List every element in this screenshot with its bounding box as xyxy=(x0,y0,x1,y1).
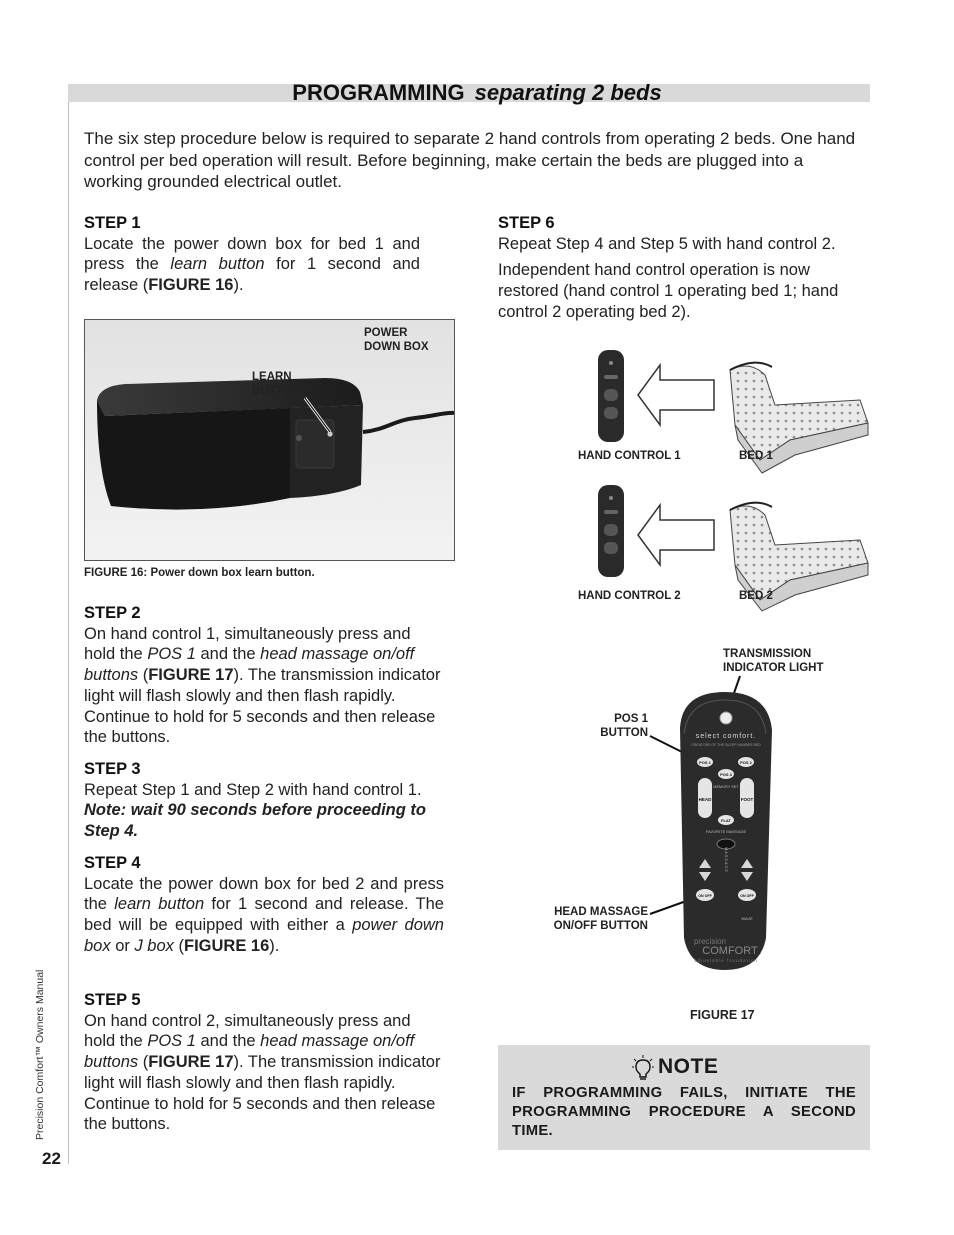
step-4-text: Locate the power down box for bed 2 and press the learn button for 1 second and release. The bed will be equipped with either a power down box or J box (FIGURE 16). xyxy=(84,874,444,955)
svg-text:ON OFF: ON OFF xyxy=(698,894,712,898)
remote-comfort-text: COMFORT xyxy=(702,945,758,957)
note-text: IF PROGRAMMING FAILS, INITIATE THE PROGRAMMING PROCEDURE A SECOND TIME. xyxy=(512,1085,856,1139)
remote-tagline-text: CREATORS OF THE SLEEP NUMBER BED xyxy=(691,743,761,747)
hand-control-1-icon xyxy=(598,350,624,442)
title-subtitle: separating 2 beds xyxy=(474,80,662,105)
step-3-text: Repeat Step 1 and Step 2 with hand control 1. xyxy=(84,780,422,799)
step-1-heading: STEP 1 xyxy=(84,214,141,232)
step-6-text-2: Independent hand control operation is now restored (hand control 1 operating bed 1; hand control 2 operating bed 2). xyxy=(498,261,839,321)
step-3-note: Note: wait 90 seconds before proceeding to Step 4. xyxy=(84,801,426,841)
arrow-icon-2 xyxy=(638,505,714,565)
step-5-text: On hand control 2, simultaneously press and hold the POS 1 and the head massage on/off buttons (FIGURE 17). The transmission indicator light will flash slowly and then flash rapidly. Continue to hold for 5 seconds and then release the buttons. xyxy=(84,1011,441,1134)
step-5 xyxy=(84,990,444,1135)
step-1 xyxy=(84,213,420,296)
svg-text:MEMORY SET: MEMORY SET xyxy=(713,785,739,789)
step-2 xyxy=(84,603,444,748)
pos1-button-label: POS 1 BUTTON xyxy=(600,713,648,739)
step-5-heading: STEP 5 xyxy=(84,991,141,1009)
beds-figure xyxy=(590,345,875,615)
figure-16-caption: FIGURE 16: Power down box learn button. xyxy=(84,567,315,579)
svg-text:MASSAGE: MASSAGE xyxy=(724,847,728,873)
remote-precision-text: precision xyxy=(693,937,727,946)
step-3 xyxy=(84,759,446,842)
title-main: PROGRAMMING xyxy=(292,80,465,105)
step-6-text-1: Repeat Step 4 and Step 5 with hand control 2. xyxy=(498,234,836,253)
note-title: NOTE xyxy=(658,1055,719,1078)
svg-text:POS 1: POS 1 xyxy=(699,760,711,765)
arrow-icon-1 xyxy=(638,365,714,425)
remote-flat-button xyxy=(718,815,734,825)
figure-17-caption: FIGURE 17 xyxy=(690,1008,755,1022)
step-4 xyxy=(84,853,444,957)
transmission-light-label: TRANSMISSION INDICATOR LIGHT xyxy=(723,648,824,674)
remote-figure xyxy=(600,670,800,990)
figure-16-image xyxy=(84,319,455,561)
beds-illustration xyxy=(590,345,875,615)
page-number: 22 xyxy=(42,1149,61,1168)
remote-head-massage-onoff-button xyxy=(696,889,714,901)
step-2-heading: STEP 2 xyxy=(84,604,141,622)
remote-pos3-button xyxy=(718,769,734,779)
hand-control-2-label: HAND CONTROL 2 xyxy=(578,590,681,602)
remote-brand-text: select comfort. xyxy=(695,733,757,740)
remote-foundation-text: adjustable foundation xyxy=(694,958,758,963)
step-3-heading: STEP 3 xyxy=(84,760,141,778)
remote-foot-rocker xyxy=(740,778,754,818)
intro-paragraph: The six step procedure below is required to separate 2 hand controls from operating 2 beds. One hand control per bed operation will result. Before beginning, make certain the beds are plugged into a working grounded electrical outlet. xyxy=(84,129,856,191)
remote-foot-massage-onoff-button xyxy=(738,889,756,901)
note-box xyxy=(498,1045,870,1150)
power-down-box-label: POWER DOWN BOX xyxy=(364,327,429,353)
left-margin-rule xyxy=(68,102,69,1164)
page-title xyxy=(0,80,954,106)
hand-control-remote-illustration xyxy=(600,670,800,990)
lightbulb-icon xyxy=(632,1055,654,1081)
svg-text:HEAD: HEAD xyxy=(698,797,712,802)
step-2-text: On hand control 1, simultaneously press and hold the POS 1 and the head massage on/off buttons (FIGURE 17). The transmission indicator light will flash slowly and then flash rapidly. Continue to hold for 5 seconds and then release the buttons. xyxy=(84,624,441,747)
svg-text:FOOT: FOOT xyxy=(740,797,754,802)
side-manual-title: Precision Comfort™ Owners Manual xyxy=(34,969,46,1140)
remote-head-rocker xyxy=(698,778,712,818)
svg-text:ON OFF: ON OFF xyxy=(740,894,754,898)
remote-pos2-button xyxy=(738,757,754,767)
power-down-box-illustration xyxy=(85,320,454,560)
remote-pos1-button xyxy=(697,757,713,767)
bed-1-label: BED 1 xyxy=(739,450,773,462)
bed-2-label: BED 2 xyxy=(739,590,773,602)
svg-text:WAVE: WAVE xyxy=(741,916,753,921)
step-4-heading: STEP 4 xyxy=(84,854,141,872)
step-6 xyxy=(498,213,868,323)
svg-text:POS 3: POS 3 xyxy=(720,772,732,777)
step-6-heading: STEP 6 xyxy=(498,214,555,232)
learn-button-label: LEARN BUTTON xyxy=(252,371,300,397)
hand-control-2-icon xyxy=(598,485,624,577)
svg-text:POS 2: POS 2 xyxy=(740,760,752,765)
head-massage-label: HEAD MASSAGE ON/OFF BUTTON xyxy=(553,906,648,932)
step-1-text: Locate the power down box for bed 1 and press the learn button for 1 second and release (FIGURE 16). xyxy=(84,234,420,295)
svg-text:FAVORITE MASSAGE: FAVORITE MASSAGE xyxy=(705,829,747,834)
svg-text:FLAT: FLAT xyxy=(721,818,731,823)
hand-control-1-label: HAND CONTROL 1 xyxy=(578,450,681,462)
